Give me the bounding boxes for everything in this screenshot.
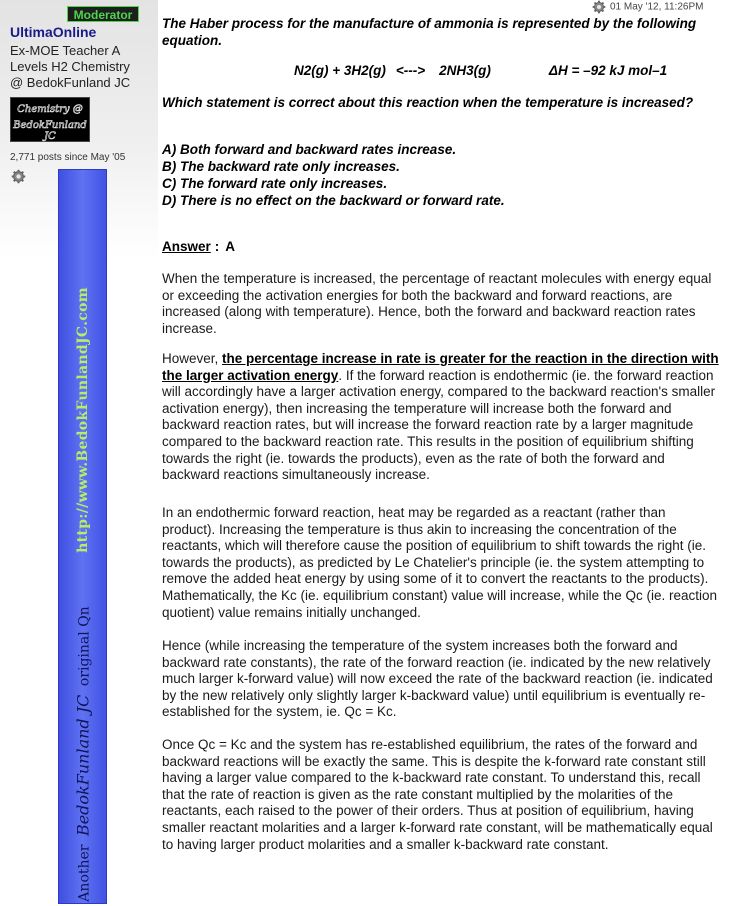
paragraph-rest: . If the forward reaction is endothermic (ie. the forward reaction will accordingly have a larger activation energy, compared to the backward reaction's smaller activation energy), then increasing the temperature will increase both the forward and backward reaction rates, but will increase the forward reaction rate by a larger magnitude compared to the backward reaction rate. This results in the position of equilibrium shifting towards the right (ie. towards the products), even as the rate of both the forward and backward reactions simultaneously increase. bbox=[162, 367, 716, 483]
equation-arrow: <---> bbox=[395, 63, 426, 78]
explanation-paragraph bbox=[162, 351, 722, 484]
banner-caption bbox=[74, 606, 93, 901]
avatar[interactable] bbox=[10, 97, 90, 142]
answer-label: Answer bbox=[162, 239, 211, 254]
option-c: C) The forward rate only increases. bbox=[162, 176, 388, 191]
reaction-equation bbox=[294, 63, 667, 78]
banner-suffix: original Qn bbox=[76, 606, 93, 687]
answer-options bbox=[162, 141, 505, 209]
explanation-paragraph: Once Qc = Kc and the system has re-established equilibrium, the rates of the forward and backward reactions will be exactly the same. This is despite the k-forward rate constant still having a larger value compared to the k-backward rate constant. To understand this, recall that the rate of reaction is given as the rate constant multiplied by the molarities of the reactants, each raised to the power of their orders. Thus at position of equilibrium, having smaller reactant molarities and a larger k-forward rate constant, will be mathematically equal to having larger product molarities and a smaller k-backward rate constant. bbox=[162, 737, 713, 852]
equation-reactants: N2(g) + 3H2(g) bbox=[294, 63, 386, 78]
explanation-paragraph: Hence (while increasing the temperature of the system increases both the forward and backward rate constants), the rate of the forward reaction (ie. indicated by the new relatively much larger k-forward value) will now exceed the rate of the backward reaction (ie. indicated by the new relatively only slightly larger k-backward value) until equilibrium is eventually re-established for the system, ie. Qc = Kc. bbox=[162, 638, 713, 720]
user-title-line: Ex-MOE Teacher A bbox=[10, 43, 121, 58]
banner-prefix: Another bbox=[76, 844, 93, 902]
explanation-paragraph: When the temperature is increased, the percentage of reactant molecules with energy equal or exceeding the activation energies for both the backward and forward reactions, are increased (along with temperature). Hence, both the forward and backward reaction rates increase. bbox=[162, 271, 712, 336]
user-title bbox=[10, 43, 130, 91]
explanation-paragraph: In an endothermic forward reaction, heat may be regarded as a reactant (rather than product). Increasing the temperature is thus akin to increasing the concentration of the reactants, which will therefore cause the position of equilibrium to shift towards the right (ie. towards the products), as predicted by Le Chatelier's principle (ie. the system attempting to remove the added heat energy by using some of it to convert the reactants to the products). Mathematically, the Kc (ie. equilibrium constant) value will increase, while the Qc (ie. reaction quotient) value remains initially unchanged. bbox=[162, 505, 717, 620]
option-b: B) The backward rate only increases. bbox=[162, 159, 400, 174]
question-prompt: Which statement is correct about this reaction when the temperature is increased? bbox=[162, 95, 694, 110]
banner-url[interactable]: http://www.BedokFunlandJC.com bbox=[75, 287, 91, 553]
user-title-line: Levels H2 Chemistry bbox=[10, 59, 130, 74]
equation-products: 2NH3(g) bbox=[439, 63, 491, 78]
moderator-badge: Moderator bbox=[67, 6, 139, 22]
post-count: 2,771 posts since May '05 bbox=[10, 152, 126, 163]
avatar-text: BedokFunland JC bbox=[13, 120, 87, 142]
avatar-text: Chemistry @ bbox=[17, 104, 83, 115]
user-info-panel bbox=[0, 0, 158, 906]
answer-colon: : bbox=[214, 239, 220, 254]
question-stem: The Haber process for the manufacture of ammonia is represented by the following equation. bbox=[162, 16, 697, 48]
banner-brand: BedokFunland JC bbox=[73, 694, 93, 837]
signature-banner[interactable] bbox=[58, 169, 107, 904]
gear-icon[interactable] bbox=[11, 169, 26, 184]
gear-icon[interactable] bbox=[592, 0, 606, 14]
answer-line bbox=[162, 239, 235, 254]
answer-value: A bbox=[225, 239, 236, 254]
user-title-line: @ BedokFunland JC bbox=[10, 75, 131, 90]
option-d: D) There is no effect on the backward or forward rate. bbox=[162, 193, 505, 208]
paragraph-lead: However, bbox=[162, 351, 223, 366]
option-a: A) Both forward and backward rates increase. bbox=[162, 142, 457, 157]
equation-enthalpy: ΔH = –92 kJ mol–1 bbox=[548, 63, 668, 78]
key-point-highlight: the percentage increase in rate is greater for the reaction in the direction with the larger activation energy bbox=[162, 351, 719, 383]
post-timestamp: 01 May '12, 11:26PM bbox=[610, 1, 704, 13]
post-meta bbox=[592, 0, 703, 14]
username-link[interactable]: UltimaOnline bbox=[10, 24, 97, 40]
